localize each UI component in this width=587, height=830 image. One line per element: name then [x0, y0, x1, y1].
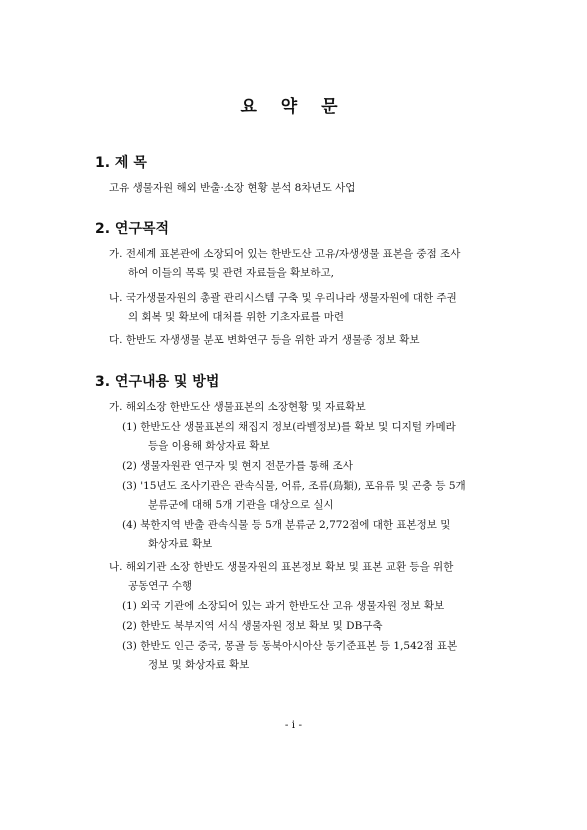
page-number: - i - — [284, 719, 303, 731]
purpose-item-na-line2: 의 회복 및 확보에 대처를 위한 기초자료를 마련 — [128, 311, 345, 323]
content-na-item3-line1: (3) 한반도 인근 중국, 몽골 등 동북아시아산 동기준표본 등 1,542점 표본 — [122, 640, 458, 652]
page-title: 요 약 문 — [240, 97, 347, 117]
content-ga-item1-line1: (1) 한반도산 생물표본의 채집지 정보(라벨정보)를 확보 및 디지털 카메라 — [122, 421, 456, 433]
content-ga-item1-line2: 등을 이용해 화상자료 확보 — [148, 440, 270, 452]
content-group-na-label-line2: 공동연구 수행 — [128, 580, 193, 592]
content-na-item2: (2) 한반도 북부지역 서식 생물자원 정보 확보 및 DB구축 — [122, 620, 383, 632]
purpose-item-ga-line1: 가. 전세계 표본관에 소장되어 있는 한반도산 고유/자생생물 표본을 중점 조사 — [109, 248, 461, 260]
section-heading-purpose: 2. 연구목적 — [95, 221, 170, 237]
section-heading-content: 3. 연구내용 및 방법 — [95, 374, 220, 390]
content-na-item1: (1) 외국 기관에 소장되어 있는 과거 한반도산 고유 생물자원 정보 확보 — [122, 600, 445, 612]
content-group-na-label-line1: 나. 해외기관 소장 한반도 생물자원의 표본정보 확보 및 표본 교환 등을 위한 — [109, 561, 454, 573]
content-group-ga-label: 가. 해외소장 한반도산 생물표본의 소장현황 및 자료확보 — [109, 401, 366, 413]
content-ga-item4-line2: 화상자료 확보 — [148, 538, 213, 550]
purpose-item-na-line1: 나. 국가생물자원의 총괄 관리시스템 구축 및 우리나라 생물자원에 대한 주권 — [109, 292, 457, 304]
section-heading-title: 1. 제 목 — [95, 155, 147, 171]
content-ga-item3-line1: (3) '15년도 조사기관은 관속식물, 어류, 조류(鳥類), 포유류 및 곤충 등 5개 — [122, 480, 466, 492]
content-ga-item2: (2) 생물자원관 연구자 및 현지 전문가를 통해 조사 — [122, 460, 353, 472]
purpose-item-ga-line2: 하여 이들의 목록 및 관련 자료들을 확보하고, — [128, 267, 334, 279]
project-title-text: 고유 생물자원 해외 반출·소장 현황 분석 8차년도 사업 — [109, 182, 356, 194]
content-na-item3-line2: 정보 및 화상자료 확보 — [148, 659, 250, 671]
content-ga-item4-line1: (4) 북한지역 반출 관속식물 등 5개 분류군 2,772점에 대한 표본정보 및 — [122, 519, 451, 531]
content-ga-item3-line2: 분류군에 대해 5개 기관을 대상으로 실시 — [148, 499, 334, 511]
purpose-item-da: 다. 한반도 자생생물 분포 변화연구 등을 위한 과거 생물종 정보 확보 — [109, 334, 420, 346]
